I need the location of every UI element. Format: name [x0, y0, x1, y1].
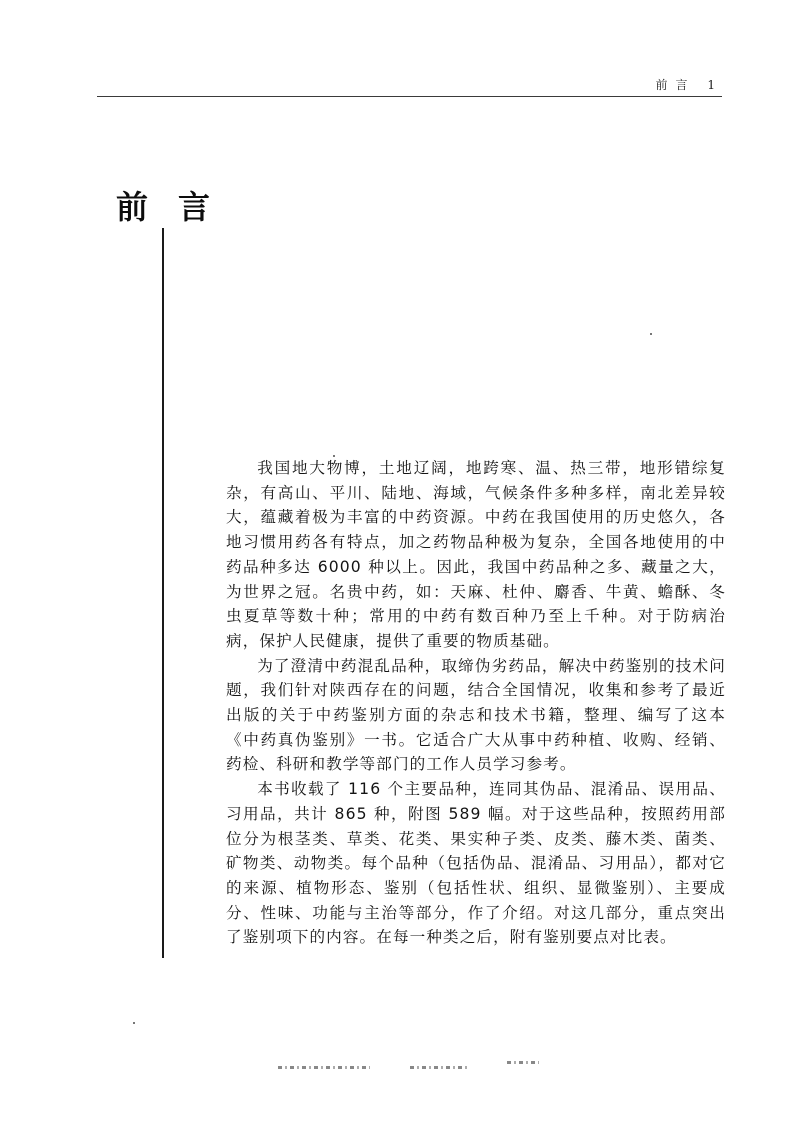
scan-artifact [410, 1066, 470, 1069]
preface-body [226, 456, 726, 950]
page-number: 1 [707, 78, 715, 92]
paragraph-3: 本书收载了 116 个主要品种，连同其伪品、混淆品、误用品、习用品，共计 865 种，附图 589 幅。对于这些品种，按照药用部位分为根茎类、草类、花类、果实种子类、皮类、藤木类、菌类、矿物类、动物类。每个品种（包括伪品、混淆品、习用品），都对它的来源、植物形态、鉴别（包括性状、组织、显微鉴别）、主要成分、性味、功能与主治等部分，作了介绍。对这几部分，重点突出了鉴别项下的内容。在每一种类之后，附有鉴别要点对比表。 [226, 780, 726, 947]
scan-speck [650, 333, 652, 335]
paragraph-1: 我国地大物博，土地辽阔，地跨寒、温、热三带，地形错综复杂，有高山、平川、陆地、海域，气候条件多种多样，南北差异较大，蕴藏着极为丰富的中药资源。中药在我国使用的历史悠久，各地习惯用药各有特点，加之药物品种极为复杂，全国各地使用的中药品种多达 6000 种以上。因此，我国中药品种之多、藏量之大，为世界之冠。名贵中药，如：天麻、杜仲、麝香、牛黄、蟾酥、冬虫夏草等数十种；常用的中药有数百种乃至上千种。对于防病治病，保护人民健康，提供了重要的物质基础。 [226, 459, 726, 650]
paragraph-2: 为了澄清中药混乱品种，取缔伪劣药品，解决中药鉴别的技术问题，我们针对陕西存在的问题，结合全国情况，收集和参考了最近出版的关于中药鉴别方面的杂志和技术书籍，整理、编写了这本《中药真伪鉴别》一书。它适合广大从事中药种植、收购、经销、药检、科研和教学等部门的工作人员学习参考。 [226, 656, 726, 774]
running-head [656, 76, 715, 93]
header-rule [97, 96, 722, 97]
scan-artifact [278, 1066, 370, 1069]
scan-artifact [507, 1061, 539, 1064]
running-head-title: 前言 [655, 78, 696, 92]
chapter-title: 前言 [116, 188, 241, 226]
scan-speck [133, 1022, 135, 1024]
decorative-vertical-rule [162, 228, 164, 958]
